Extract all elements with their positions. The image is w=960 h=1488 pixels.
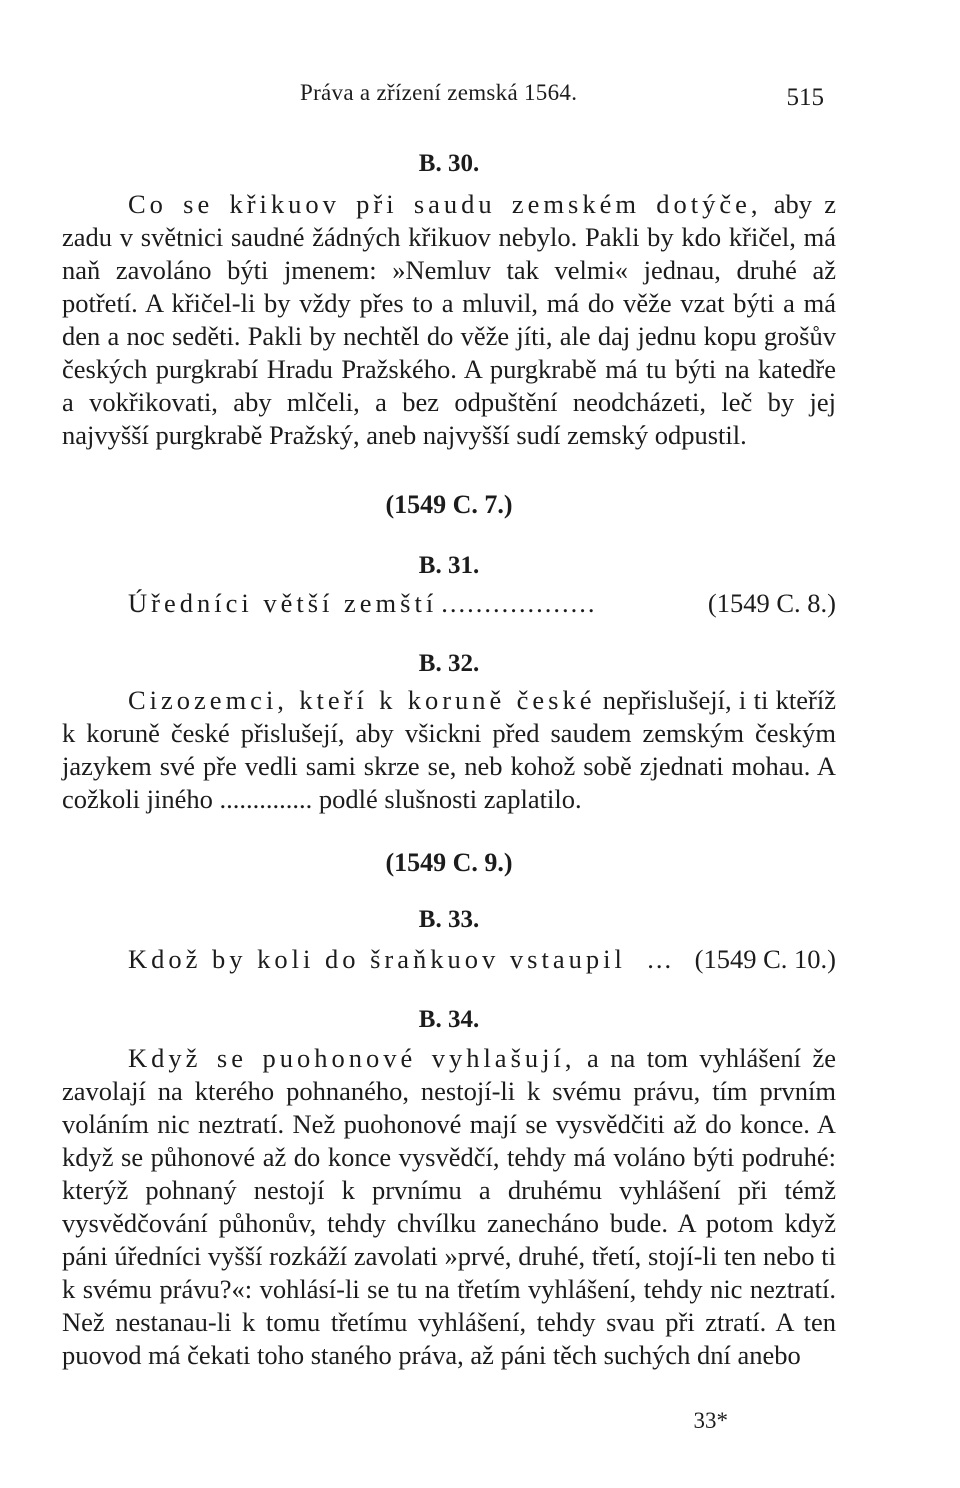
section-text-b34 [62,1042,836,1372]
running-head [62,80,836,116]
citation-b30: (1549 C. 7.) [385,490,513,519]
book-page [62,0,836,1488]
citation-b33: (1549 C. 10.) [694,944,836,974]
section-text-b32 [62,684,836,816]
section-body-b32: nepřislušejí, i ti kteříž k koruně české přislušejí, aby všickni před saudem zemským českým jazykem své pře vedli sami skrze se, neb kohož sobě zjednati mohau. A cožkoli jiného .............. podlé slušnosti zaplatilo. [62,685,836,814]
citation-b32: (1549 C. 9.) [385,848,513,877]
section-heading-b32: B. 32. [418,650,480,677]
section-lead-b32: Cizozemci, kteří k koruně české [128,685,596,715]
leaders-b33: ... [647,944,674,974]
citation-b31: (1549 C. 8.) [707,588,836,618]
section-body-b34: a na tom vyhlášení že zavolají na kterého pohnaného, nestojí-li k svému právu, tím prvním voláním nic neztratí. Než puohonové mají se vysvědčiti až do konce. A když se půhonové až do konce vysvědčí, tehdy má voláno býti podruhé: kterýž pohnaný nestojí k prvnímu a druhému vyhlášení při témž vysvědčování půhonův, tehdy chvílku zanecháno bude. A potom když páni úředníci vyšší rozkáží zavolati »prvé, druhé, třetí, stojí-li ten nebo ti k svému právu?«: vohlásí-li se tu na třetím vyhlášení, tehdy nic neztratí. Než nestanau-li k tomu třetímu vyhlášení, tehdy svau při ztratí. A ten puovod má čekati toho staného práva, až páni těch suchých dní anebo [62,1043,836,1370]
section-lead-b34: Když se puohonové vyhlašují, [128,1043,576,1073]
section-text-b30 [62,188,836,452]
section-row-b31 [62,587,836,620]
section-heading-b31: B. 31. [418,552,480,579]
section-heading-b33: B. 33. [418,906,480,933]
leaders-b31: .................. [441,588,597,618]
running-title: Práva a zřízení zemská 1564. [300,80,578,105]
section-title-b31: Úředníci větší zemští [128,588,438,618]
section-row-b33 [62,943,836,976]
section-body-b30: aby z zadu v světnici saudné žádných křikuov nebylo. Pakli by kdo křičel, má naň zavoláno býti jmenem: »Nemluv tak velmi« jednau, druhé až potřetí. A křičel-li by vždy přes to a mluvil, má do věže vzat býti a má den a noc seděti. Pakli by nechtěl do věže jíti, ale daj jednu kopu grošův českých purgkrabí Hradu Pražského. A purgkrabě má tu býti na katedře a vokřikovati, aby mlčeli, a bez odpuštění neodcházeti, leč by jej najvyšší purgkrabě Pražský, aneb najvyšší sudí zemský odpustil. [62,189,836,450]
section-heading-b34: B. 34. [418,1006,480,1033]
section-lead-b30: Co se křikuov při saudu zemském dotýče, [128,189,762,219]
section-title-b33: Kdož by koli do šraňkuov vstaupil [128,944,626,974]
page-number: 515 [786,84,824,111]
section-heading-b30: B. 30. [418,150,480,177]
signature-mark: 33* [693,1408,728,1433]
